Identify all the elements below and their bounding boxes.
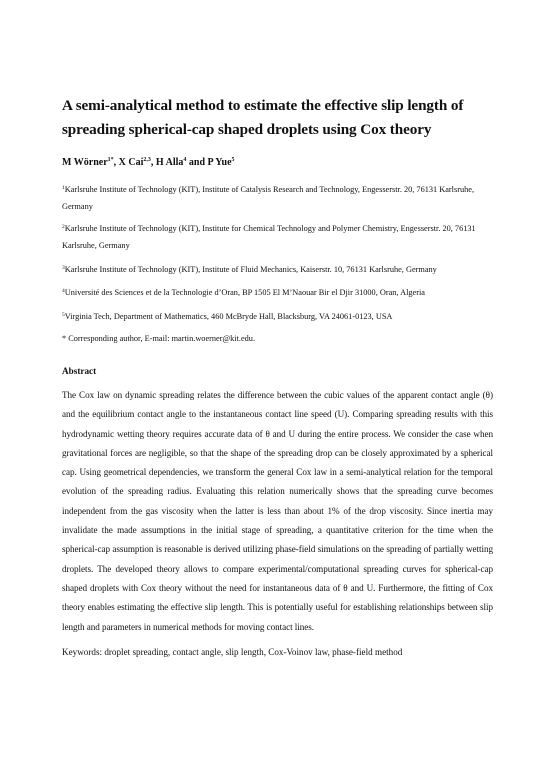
- author-list: [62, 153, 235, 170]
- corresponding-author: * Corresponding author, E-mail: martin.woerner@kit.edu.: [62, 334, 256, 343]
- affiliation-4: $^4$Université des Sciences et de la Technologie d’Oran, BP 1505 El M’Naouar Bir el Djir 31000, Oran, Algeria: [62, 288, 425, 297]
- author-3: H Alla$^4$ and: [155, 157, 208, 168]
- affiliation-1: $^1$Karlsruhe Institute of Technology (KIT), Institute of Catalysis Research and Technology, Engesserstr. 20, 76131 Karlsruhe, Germany: [62, 185, 475, 211]
- author-4: P Yue$^5$: [207, 157, 235, 168]
- keywords: Keywords: droplet spreading, contact angle, slip length, Cox-Voinov law, phase-field method: [62, 647, 403, 657]
- paper-title: A semi-analytical method to estimate the effective slip length of spreading spherical-cap shaped droplets using Cox theory: [62, 97, 464, 138]
- author-2: X Cai$^{2,3}$,: [118, 157, 156, 168]
- affiliation-2: $^2$Karlsruhe Institute of Technology (KIT), Institute for Chemical Technology and Polymer Chemistry, Engesserstr. 20, 76131 Karlsruhe, Germany: [62, 224, 476, 250]
- affiliation-5: $^5$Virginia Tech, Department of Mathematics, 460 McBryde Hall, Blacksburg, VA 24061-0123, USA: [62, 312, 393, 321]
- author-1: M Wörner$^{1*}$,: [62, 157, 119, 168]
- abstract-heading: Abstract: [62, 366, 97, 376]
- abstract-text: The Cox law on dynamic spreading relates the difference between the cubic values of the apparent contact angle (θ) and the equilibrium contact angle to the instantaneous contact line speed (U). Comparing spreading results with this hydrodynamic wetting theory requires accurate data of θ and U during the entire process. We consider the case when gravitational forces are negligible, so that the shape of the spreading drop can be closely approximated by a spherical cap. Using geometrical dependencies, we transform the general Cox law in a semi-analytical relation for the temporal evolution of the spreading radius. Evaluating this relation numerically shows that the spreading curve becomes independent from the gas viscosity when the latter is less than about 1% of the drop viscosity. Since inertia may invalidate the made assumptions in the initial stage of spreading, a quantitative criterion for the time when the spherical-cap assumption is reasonable is derived utilizing phase-field simulations on the spreading of partially wetting droplets. The developed theory allows to compare experimental/computational spreading curves for spherical-cap shaped droplets with Cox theory without the need for instantaneous data of θ and U. Furthermore, the fitting of Cox theory enables estimating the effective slip length. This is potentially useful for establishing relationships between slip length and parameters in numerical methods for moving contact lines.: [62, 390, 493, 632]
- affiliation-3: $^3$Karlsruhe Institute of Technology (KIT), Institute of Fluid Mechanics, Kaiserstr. 10, 76131 Karlsruhe, Germany: [62, 265, 437, 274]
